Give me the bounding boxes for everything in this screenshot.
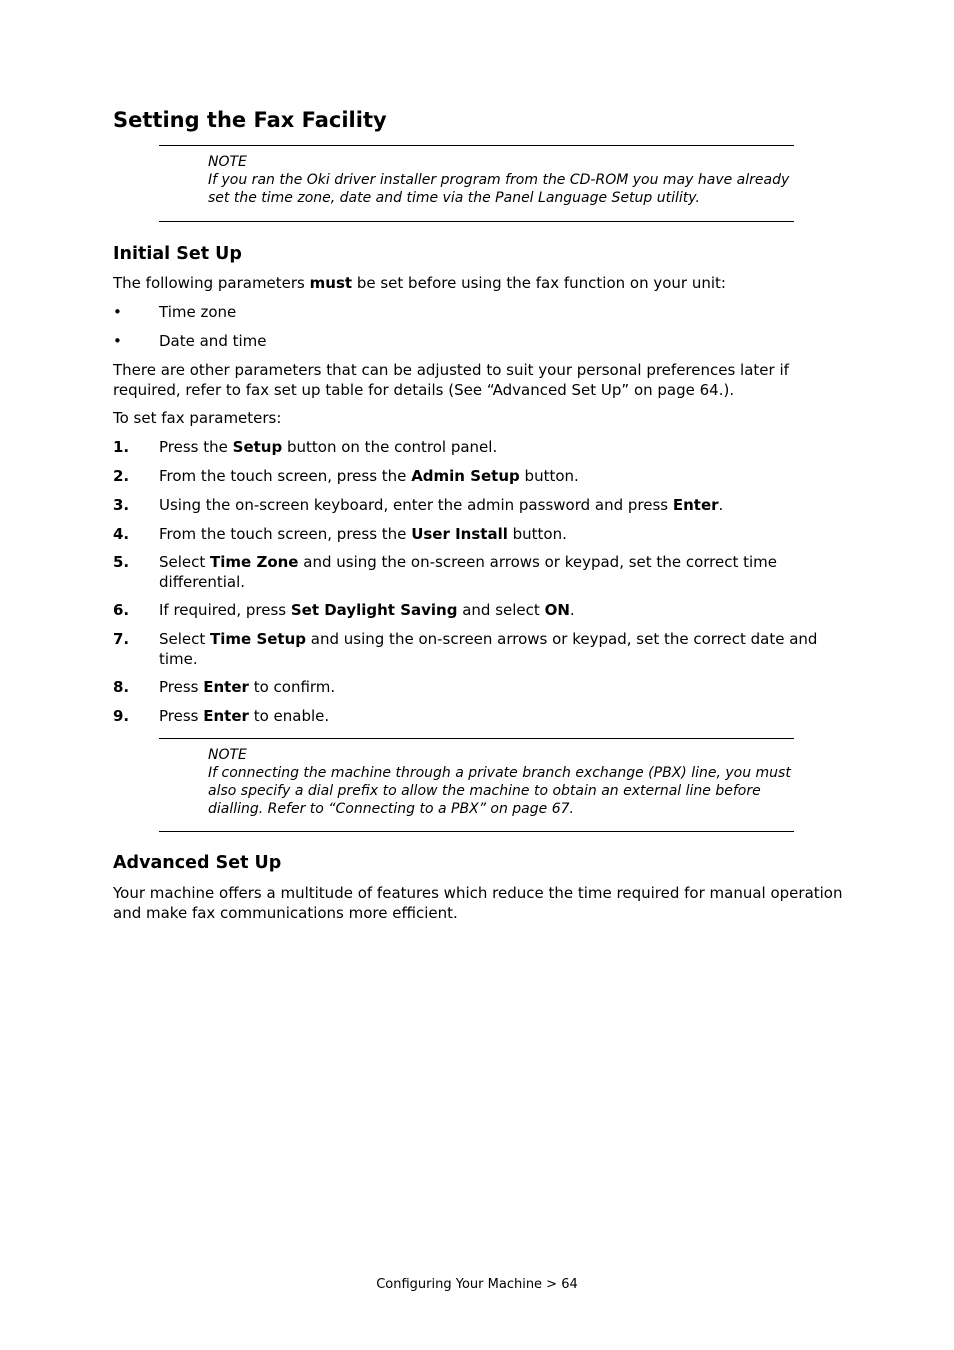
step-text-end: .	[569, 601, 575, 619]
step-text	[159, 678, 853, 698]
intro-text-start: The following parameters	[113, 274, 310, 292]
note-label: NOTE	[208, 154, 247, 170]
step-text	[159, 630, 853, 669]
step-emphasis: Enter	[203, 678, 249, 696]
bullet-marker: •	[113, 332, 122, 350]
to-set-paragraph: To set fax parameters:	[113, 409, 282, 427]
step-text-end: and using the on-screen arrows or keypad, set the correct date and time.	[159, 630, 818, 668]
step-number: 1.	[113, 438, 130, 456]
step-emphasis: Enter	[203, 707, 249, 725]
step-emphasis: Setup	[232, 438, 283, 456]
note-top-divider	[159, 738, 794, 739]
step-text-end: button.	[507, 525, 567, 543]
step-text	[159, 525, 853, 545]
step-text-start: Select	[159, 630, 211, 648]
note-label: NOTE	[208, 747, 247, 763]
note-box	[208, 153, 798, 207]
step-number: 4.	[113, 525, 130, 543]
step-text-middle: and select	[457, 601, 545, 619]
step-number: 8.	[113, 678, 130, 696]
step-text-start: Select	[159, 553, 211, 571]
step-text-start: Press	[159, 678, 204, 696]
note-bottom-divider	[159, 221, 794, 222]
advanced-setup-paragraph: Your machine offers a multitude of features which reduce the time required for manual operation and make fax communications more efficient.	[113, 884, 843, 922]
step-emphasis: Time Setup	[210, 630, 307, 648]
step-text-end: button.	[519, 467, 579, 485]
step-text	[159, 707, 853, 727]
note-bottom-divider	[159, 831, 794, 832]
step-text-start: From the touch screen, press the	[159, 467, 412, 485]
step-text-start: Press	[159, 707, 204, 725]
step-text	[159, 438, 853, 458]
step-number: 6.	[113, 601, 130, 619]
step-text-end: .	[718, 496, 724, 514]
step-number: 5.	[113, 553, 130, 571]
note-box	[208, 746, 798, 818]
step-number: 3.	[113, 496, 130, 514]
step-emphasis: Time Zone	[210, 553, 299, 571]
page-title: Setting the Fax Facility	[113, 108, 387, 132]
note-text: If connecting the machine through a private branch exchange (PBX) line, you must also specify a dial prefix to allow the machine to obtain an external line before dialling. Refer to “Connecting to a PBX” on page 67.	[208, 765, 791, 817]
step-text-end: and using the on-screen arrows or keypad, set the correct time differential.	[159, 553, 777, 591]
step-text-end: button on the control panel.	[282, 438, 498, 456]
section-heading-initial-setup: Initial Set Up	[113, 244, 242, 264]
section-heading-advanced-setup: Advanced Set Up	[113, 853, 282, 873]
step-text-start: From the touch screen, press the	[159, 525, 412, 543]
step-text-end: to enable.	[248, 707, 330, 725]
bullet-marker: •	[113, 303, 122, 321]
step-number: 9.	[113, 707, 130, 725]
bullet-text: Time zone	[159, 303, 237, 321]
step-emphasis: User Install	[411, 525, 508, 543]
step-number: 7.	[113, 630, 130, 648]
intro-emphasis: must	[309, 274, 353, 292]
step-emphasis: Enter	[672, 496, 719, 514]
bullet-text: Date and time	[159, 332, 267, 350]
step-text-end: to confirm.	[248, 678, 336, 696]
step-text-start: Press the	[159, 438, 233, 456]
step-text	[159, 553, 853, 592]
step-text	[159, 601, 853, 621]
step-text	[159, 496, 853, 516]
step-emphasis: Admin Setup	[411, 467, 520, 485]
intro-text-end: be set before using the fax function on your unit:	[352, 274, 726, 292]
step-text	[159, 467, 853, 487]
intro-paragraph	[113, 274, 853, 294]
step-emphasis: Set Daylight Saving	[290, 601, 458, 619]
step-number: 2.	[113, 467, 130, 485]
note-top-divider	[159, 145, 794, 146]
other-parameters-paragraph: There are other parameters that can be adjusted to suit your personal preferences later if required, refer to fax set up table for details (See “Advanced Set Up” on page 64.).	[113, 361, 789, 399]
step-emphasis-second: ON	[544, 601, 570, 619]
note-text: If you ran the Oki driver installer program from the CD-ROM you may have already set the time zone, date and time via the Panel Language Setup utility.	[208, 172, 790, 206]
page-footer: Configuring Your Machine > 64	[376, 1277, 578, 1292]
step-text-start: Using the on-screen keyboard, enter the admin password and press	[159, 496, 673, 514]
step-text-start: If required, press	[159, 601, 291, 619]
